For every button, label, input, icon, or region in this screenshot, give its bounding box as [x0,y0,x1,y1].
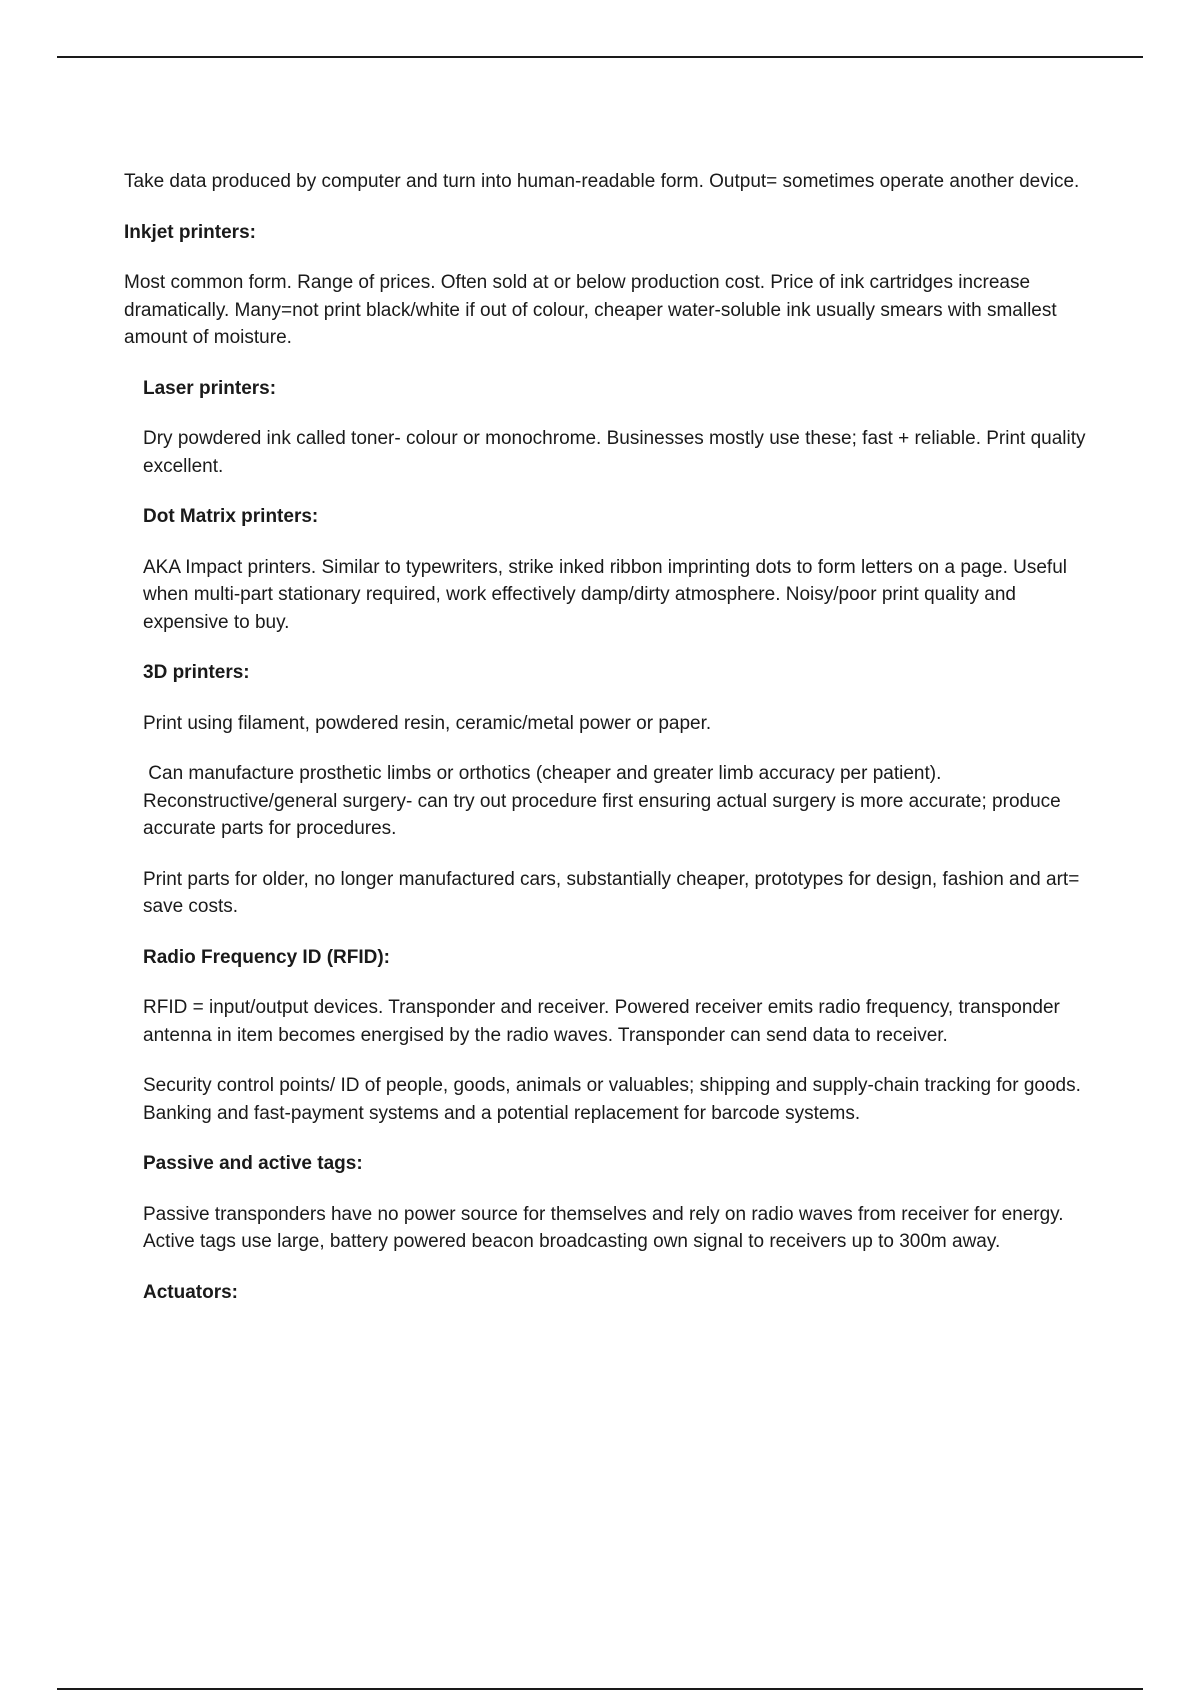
paragraph-inkjet: Most common form. Range of prices. Often sold at or below production cost. Price of ink cartridges increase dramatically. Many=not print black/white if out of colour, cheaper water-soluble ink usually smears with smallest amount of moisture. [124,272,1057,348]
heading-laser: Laser printers: [143,377,277,399]
intro-paragraph: Take data produced by computer and turn into human-readable form. Output= sometimes operate another device. [124,171,1080,192]
footer-rule [57,1688,1143,1690]
heading-actuators: Actuators: [143,1281,239,1303]
indented-sections [143,375,1099,1307]
paragraph-laser: Dry powdered ink called toner- colour or monochrome. Businesses mostly use these; fast + reliable. Print quality excellent. [143,428,1086,477]
heading-tags: Passive and active tags: [143,1153,363,1174]
heading-inkjet: Inkjet printers: [124,221,256,243]
paragraph-3d-medical: Can manufacture prosthetic limbs or orthotics (cheaper and greater limb accuracy per patient). Reconstructive/general surgery- can try out procedure first ensuring actual surgery is more accurate; produce accurate parts for procedures. [143,763,1066,839]
paragraph-tags: Passive transponders have no power source for themselves and rely on radio waves from receiver for energy. Active tags use large, battery powered beacon broadcasting own signal to receivers up to 300m away. [143,1203,1064,1252]
document-body [124,168,1099,1329]
heading-3d-printers: 3D printers: [143,662,250,683]
heading-rfid: Radio Frequency ID (RFID): [143,946,391,968]
heading-dot-matrix: Dot Matrix printers: [143,506,319,527]
paragraph-dot-matrix: AKA Impact printers. Similar to typewriters, strike inked ribbon imprinting dots to form letters on a page. Useful when multi-part stationary required, work effectively damp/dirty atmosphere. Noisy/poor print quality and expensive to buy. [143,556,1067,633]
paragraph-3d-uses: Print parts for older, no longer manufactured cars, substantially cheaper, prototypes for design, fashion and art= save costs. [143,868,1080,917]
paragraph-rfid-definition: RFID = input/output devices. Transponder and receiver. Powered receiver emits radio frequency, transponder antenna in item becomes energised by the radio waves. Transponder can send data to receiver. [143,997,1060,1046]
paragraph-rfid-uses: Security control points/ ID of people, goods, animals or valuables; shipping and supply-chain tracking for goods. Banking and fast-payment systems and a potential replacement for barcode systems. [143,1075,1081,1124]
paragraph-3d-materials: Print using filament, powdered resin, ceramic/metal power or paper. [143,712,712,734]
header-rule [57,56,1143,58]
